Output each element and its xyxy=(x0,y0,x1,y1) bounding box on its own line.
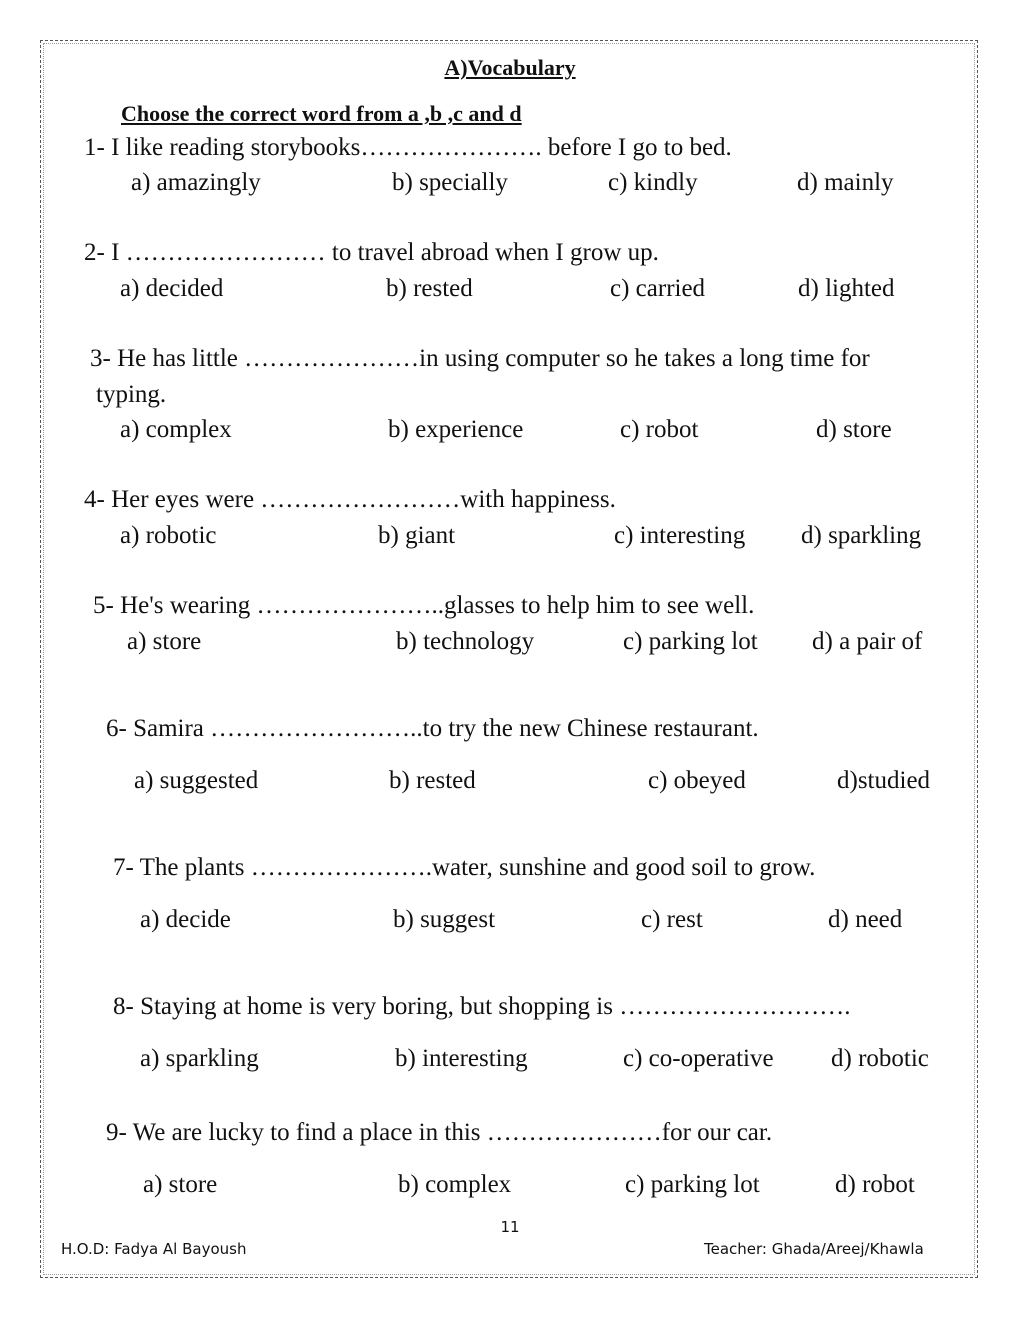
q9-option-c: c) parking lot xyxy=(625,1171,760,1198)
q8-option-c: c) co-operative xyxy=(623,1045,774,1072)
q2-option-b: b) rested xyxy=(386,275,473,302)
footer-teacher: Teacher: Ghada/Areej/Khawla xyxy=(704,1240,924,1258)
q6-option-d: d)studied xyxy=(837,767,931,794)
q8-option-d: d) robotic xyxy=(831,1045,929,1072)
q2-option-d: d) lighted xyxy=(798,275,895,302)
q5-option-d: d) a pair of xyxy=(812,628,923,655)
q9-option-a: a) store xyxy=(143,1171,218,1198)
q3-option-a: a) complex xyxy=(120,416,232,443)
q6-option-a: a) suggested xyxy=(134,767,259,794)
q8-option-a: a) sparkling xyxy=(140,1045,259,1072)
instruction: Choose the correct word from a ,b ,c and d xyxy=(121,101,522,126)
question-2: 2- I …………………… to travel abroad when I grow up. xyxy=(84,239,659,266)
question-1: 1- I like reading storybooks…………………. before I go to bed. xyxy=(84,134,732,161)
q6-option-c: c) obeyed xyxy=(648,767,746,794)
q9-option-b: b) complex xyxy=(398,1171,512,1198)
q4-option-c: c) interesting xyxy=(614,522,746,549)
q6-option-b: b) rested xyxy=(389,767,476,794)
page-border xyxy=(40,40,978,1278)
q1-option-c: c) kindly xyxy=(608,169,698,196)
question-9: 9- We are lucky to find a place in this …………………for our car. xyxy=(106,1119,773,1146)
q7-option-c: c) rest xyxy=(641,906,703,933)
q4-option-a: a) robotic xyxy=(120,522,217,549)
page-number: 11 xyxy=(500,1218,520,1236)
footer-hod: H.O.D: Fadya Al Bayoush xyxy=(61,1240,247,1258)
question-5: 5- He's wearing …………………..glasses to help him to see well. xyxy=(93,592,755,619)
question-7: 7- The plants ………………….water, sunshine and good soil to grow. xyxy=(113,854,816,881)
q7-option-a: a) decide xyxy=(140,906,231,933)
question-3: 3- He has little …………………in using computer so he takes a long time for xyxy=(90,345,870,372)
q3-option-d: d) store xyxy=(816,416,892,443)
q1-option-d: d) mainly xyxy=(797,169,894,196)
q7-option-d: d) need xyxy=(828,906,903,933)
q1-option-b: b) specially xyxy=(392,169,508,196)
q4-option-d: d) sparkling xyxy=(801,522,922,549)
q5-option-a: a) store xyxy=(127,628,202,655)
q3-option-b: b) experience xyxy=(388,416,524,443)
q9-option-d: d) robot xyxy=(835,1171,915,1198)
q8-option-b: b) interesting xyxy=(395,1045,528,1072)
q5-option-b: b) technology xyxy=(396,628,535,655)
q7-option-b: b) suggest xyxy=(393,906,496,933)
question-6: 6- Samira ……………………..to try the new Chinese restaurant. xyxy=(106,715,759,742)
question-3-continued: typing. xyxy=(96,381,167,408)
q3-option-c: c) robot xyxy=(620,416,699,443)
question-4: 4- Her eyes were ……………………with happiness. xyxy=(84,486,616,513)
question-8: 8- Staying at home is very boring, but shopping is ………………………. xyxy=(113,993,851,1020)
q5-option-c: c) parking lot xyxy=(623,628,758,655)
q2-option-a: a) decided xyxy=(120,275,224,302)
section-title: A)Vocabulary xyxy=(444,55,576,80)
q1-option-a: a) amazingly xyxy=(131,169,261,196)
q2-option-c: c) carried xyxy=(610,275,706,302)
q4-option-b: b) giant xyxy=(378,522,456,549)
